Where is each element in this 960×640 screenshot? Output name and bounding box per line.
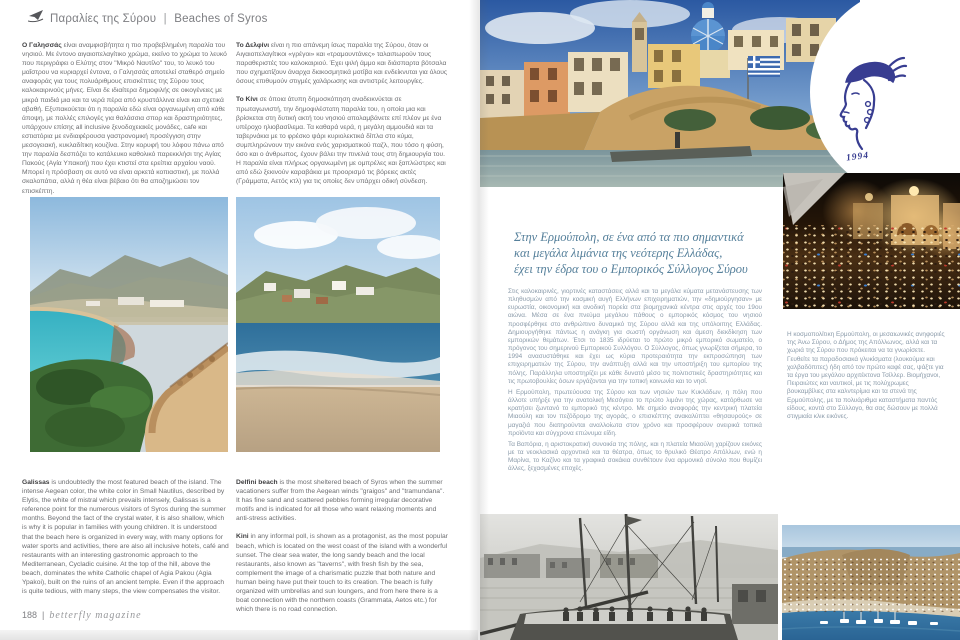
- page-title-greek: Παραλίες της Σύρου: [50, 13, 157, 25]
- magazine-name: betterfly magazine: [49, 610, 142, 621]
- hermes-head-logo: [830, 50, 908, 155]
- plane-icon: [28, 9, 45, 28]
- paragraph-syllogos-history: Στις καλοκαιρινές, γιορτινές καταστάσεις αλλά και τα μεγάλα κύματα μετανάστευσης των πληθυσμών από την κοσμική αυγή Ελλήνων επιχειρηματιών, την «δημιούργησαν» με ευρωστία, οικονομική και ανοδική πορεία στα βιομηχανικά κέντρα στις αρχές του 19ου αιώνα. Μέσα σε ένα πνεύμα μεγάλου πάθους ο εμπορικός κόσμος του νησιού προσφέρθηκε στο ανθρώπινο δυναμικό της Σύρου αλλά και της υπόλοιπης Ελλάδας. Δημιουργήθηκε πάντως η ανάγκη για σωστή οργάνωση και άμεση διεκδίκηση των εμπορικών θεμάτων. Έτσι το 1835 ιδρύεται το πρώτο μικρό εμπορικό σωματείο, ο πρόγονος του σημερινού Εμπορικού Συλλόγου. Ο Σύλλογος, όπως γνωρίζεται σήμερα, το 1994 ανασυστάθηκε και έχει ως κύρια προτεραιότητα την εκπροσώπηση των επιχειρηματιών της Σύρου, την ανάπτυξη αλλά και την υποστήριξη του εμπορίου της πόλης. Παράλληλα υποστηρίζει με κάθε δυνατό μέσο τις πολιτιστικές δραστηριότητες και τις πρωτοβουλίες όσων εργάζονται για την τοπική κοινωνία και το νησί.: [508, 288, 762, 385]
- lead-delfini-en: Delfini beach: [236, 479, 278, 486]
- paragraph-delfini-el: Το Δελφίνι είναι η πιο απάνεμη ίσως παραλία της Σύρου, όταν οι Αιγαιοπελαγίτικοι «γρέγοι» και «τραμουντάνες» ταλαιπωρούν τους παραθεριστές του καλοκαιριού. Έχει ψιλή άμμο και διάσπαρτα βότσαλα που σχηματίζουν άναρχα διακοσμητικά μοτίβα και ενδείκνυται για όλους όσους επιθυμούν στιγμές χαλάρωσης και αντιστρές λειτουργίες.: [236, 42, 448, 86]
- page-title-english: Beaches of Syros: [174, 13, 268, 25]
- right-side-column: [787, 331, 947, 421]
- quote-line-1: Στην Ερμούπολη, σε ένα από τα πιο σημαντικά: [514, 230, 744, 244]
- paragraph-ermoupoli-market: Η Ερμούπολη, πρωτεύουσα της Σύρου και των νησιών των Κυκλάδων, η πόλη που άλλοτε υπήρξε για την ανατολική Μεσόγειο το πρώτο λιμάνι της χώρας, κατόρθωσε να κρατήσει ζωντανό το εμπορικό της κέντρο. Με σημείο αναφοράς την κεντρική πλατεία Μιαούλη και τον πεζόδρομο της αγοράς, ο επισκέπτης ανακαλύπτει «θησαυρούς» σε μαγαζιά που διατηρούνται αναλλοίωτα στον χρόνο και προσφέρουν ονειρικά τοπικά προϊόντα και σύγχρονα επώνυμα είδη.: [508, 388, 762, 437]
- paragraph-galissas-en: Galissas is undoubtedly the most featured beach of the island. The intense Aegean color, the white color in Small Nautilus, described by Elytis, the white of mistral which prevails intensely, Galissas is a reference point for the numerous visitors of Syros during the summer months. Beyond the fact of the crystal water, it is also shallow, which is why it is popular in families with young children. It is understood that the beach here is organized in every way, with many options for water sports and activities, there are also all inclusive hotels, café and restaurants with an interesting gastronomic approach to the Mediterranean, Cycladic cuisine. At the top of the hill, above the beach, dominates the white Catholic chapel of Agia Pakou (Agia Ypakoi), built on the ruins of an ancient temple. Even if the approach is quite tedious, with many steps, the view compensates the visitor.: [22, 479, 229, 596]
- ermoupoli-vaporia-photo: [480, 0, 860, 187]
- historic-harbour-photo: [480, 514, 778, 640]
- page-number: 188: [22, 610, 38, 620]
- paragraph-galissas-el: Ο Γαλησσάς είναι αναμφισβήτητα η πιο προβεβλημένη παραλία του νησιού. Με έντονο αιγαιοπελαγίτικο χρώμα, εκείνο το χρώμα το λευκό που περιγράφει ο Ελύτης στον "Μικρό Ναυτίλο" του, το λευκό του μαΐστρου να κυριαρχεί έντονα, ο Γαλησσάς αποτελεί σταθερό σημείο αναφοράς για τους πολυάριθμους επισκέπτες της Σύρου τους καλοκαιρινούς μήνες. Είναι δε ιδιαίτερα δημοφιλής σε οικογένειες με μικρά παιδιά μια και τα νερά πέρα από κρυστάλλινα είναι και σχετικά αβαθή. Εξυπακούεται ότι η παραλία εδώ είναι οργανωμένη από κάθε άποψη, με πολλές επιλογές για θαλάσσια σπορ και δραστηριότητες, υπάρχουν επίσης all inclusive ξενοδοχειακές μονάδες, cafe και εστιατόρια με ενδιαφέρουσα γαστρονομική προσέγγιση στην μεσογειακή, κυκλαδίτικη κουζίνα. Στην κορυφή του λόφου πάνω από την παραλία δεσπόζει το κατάλευκο καθολικό παρεκκλήσι της Αγίας Πακούς (Αγία Υπακοή) που έχει κτιστεί στα ερείπια αρχαίου ναού. Μπορεί η πρόσβαση σε αυτό να είναι αρκετά κοπιαστική, με πολλά σκαλοπάτια, αλλά η θέα είναι βέβαιο ότι θα αποζημιώσει τον επισκέπτη.: [22, 42, 227, 195]
- section-header: [28, 9, 268, 28]
- quote-line-3: έχει την έδρα του ο Εμπορικός Σύλλογος Σύρου: [514, 262, 748, 276]
- greek-column-2: [236, 41, 448, 195]
- english-column-1: [22, 478, 229, 605]
- night-market-photo: [783, 173, 960, 309]
- galissas-beach-photo: [30, 197, 228, 452]
- harbour-aerial-photo: [782, 525, 960, 640]
- page-title: [50, 9, 268, 25]
- lead-galissas-en: Galissas: [22, 479, 50, 486]
- lead-kini-en: Kini: [236, 533, 249, 541]
- right-page-body: [508, 288, 762, 476]
- lead-delfini-el: Το Δελφίνι: [236, 42, 270, 49]
- footer-divider: |: [42, 610, 45, 620]
- emblem-year: 1994: [845, 150, 870, 164]
- paragraph-side-notes: Η κοσμοπολίτικη Ερμούπολη, οι μεσαιωνικές ανηφοριές της Άνω Σύρου, ο Δήμος της Απόλλωνος, αλλά και τα χωριά της Σύρου που πρόκειται να τα γνωρίσετε. Γευθείτε τα παραδοσιακά γλυκίσματα (λουκούμια και χαλβαδόπιτες) ήδη από τον πρώτο καφέ σας, ψάξτε για τα έργα του μεγάλου αρχιτέκτονα Τσίλλερ. Βιομήχανοι, Πειραιώτες και ναυτικοί, με τις πολύχρωμες βουκαμβίλιες στα καλντερίμια και τα στενά της Ερμούπολης, με τα πολυάριθμα καταστήματα παντός είδους, κοντά στο Σύλλογο, θα σας δώσουν με πολλά στιγμιαία κλικ εικόνες.: [787, 331, 945, 421]
- paragraph-vaporia-district: Τα Βαπόρια, η αριστοκρατική συνοικία της πόλης, και η πλατεία Μιαούλη χαρίζουν εικόνες με τα νεοκλασικά αρχοντικά και τα θέατρα, όπως το θρυλικό Θέατρο Απόλλων, ενώ η Μαρίνα, το Καζίνο και τα γραφικά σοκάκια συνθέτουν ένα αρμονικό σύνολο που θυμίζει άλλες, ξεχασμένες εποχές.: [508, 440, 762, 473]
- delfini-beach-photo: [236, 197, 440, 452]
- english-column-2: [236, 478, 449, 623]
- greek-column-1: [22, 41, 228, 205]
- paragraph-kini-el: Το Κίνι σε όποια άτυπη δημοσκόπηση αναδεικνύεται σε πρωταγωνιστή, την δημοφιλέστατη παραλία του, η οποία μια και βρίσκεται στη δυτική ακτή του νησιού απολαμβάνετε επί πλέον με ένα υπέροχο ηλιοβασίλεμα. Τα καθαρά νερά, η μεγάλη αμμουδιά και τα ταβερνάκια με το φρέσκο ψάρι κυριολεκτικά δίπλα στο κύμα, συμπληρώνουν την εικόνα ενός χαρισματικού παζλ, που τόσο η φύση, όσο και ο άνθρωπος, έχουν βάλει την πινελιά τους στη δημιουργία του. Η παραλία είναι πλήρως οργανωμένη με ομπρέλες και ξαπλώστρες και από εδώ ξεκινούν καραβάκια με προορισμό τις βόρειες ακτές (Γράμματα, Αετός κτλ) για τις οποίες δεν υπάρχει οδική σύνδεση.: [236, 96, 446, 186]
- aerial-city-texture: [782, 557, 960, 612]
- page-footer: [22, 610, 142, 621]
- page-edge-shadow: [0, 630, 478, 640]
- lead-kini-el: Το Κίνι: [236, 96, 258, 104]
- lead-galissas-el: Ο Γαλησσάς: [22, 42, 62, 49]
- pull-quote: [514, 229, 782, 277]
- quote-line-2: και μεγάλα λιμάνια της νεότερης Ελλάδας,: [514, 246, 723, 260]
- title-divider: |: [163, 13, 167, 25]
- crowd-texture: [783, 225, 960, 309]
- paragraph-delfini-en: Delfini beach is the most sheltered beach of Syros when the summer vacationers suffer from the Aegean winds "graigos" and "tramundana". It has fine sand and scattered pebbles forming irregular decorative motifs and is indicated for all those who want relaxing moments and anti-stress activities.: [236, 479, 445, 523]
- paragraph-kini-en: Kini in any informal poll, is shown as a protagonist, as the most popular beach, which is located on the west coast of the island with a wonderful sunset. The clear sea water, the long sandy beach and the local restaurants, also known as "taverns", with fresh fish by the sea, complement the image of a charismatic puzzle that both nature and human being have put their touch to its creation. The beach is fully organized with umbrellas and sun loungers, and from here there is a boat connection with the northern coasts (Grammata, Aetos etc.) for which there is no road connection.: [236, 533, 448, 614]
